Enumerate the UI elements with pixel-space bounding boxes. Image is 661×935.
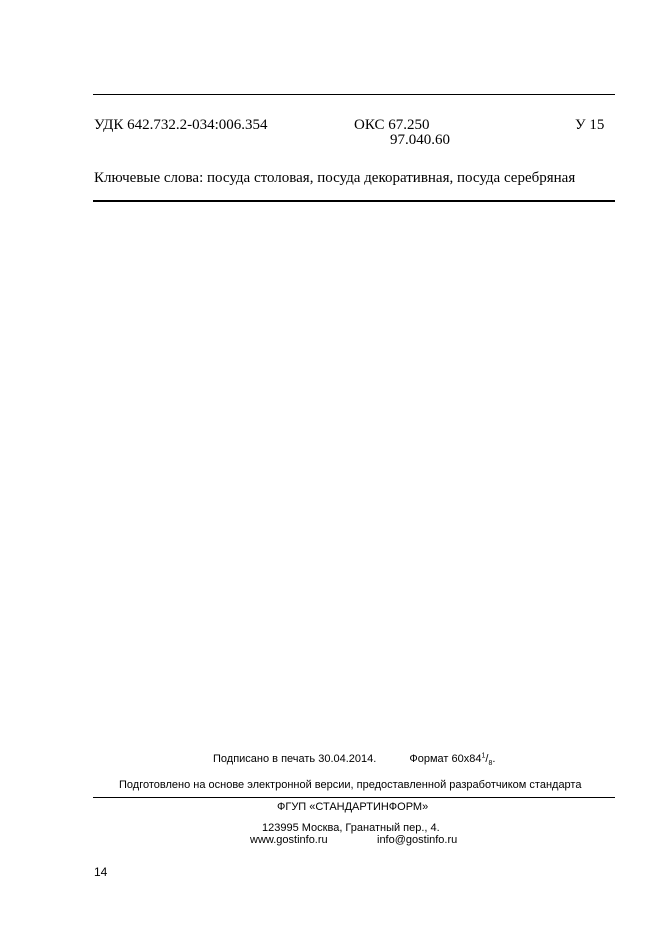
format-prefix: Формат 60x84 xyxy=(409,753,482,765)
oks-code-line1: ОКС 67.250 xyxy=(354,117,430,133)
keywords-rule xyxy=(93,200,615,202)
publisher-address: 123995 Москва, Гранатный пер., 4. xyxy=(262,822,440,834)
imprint-line-1 xyxy=(213,753,495,766)
format-denominator: 8 xyxy=(488,760,493,768)
udk-code: УДК 642.732.2-034:006.354 xyxy=(94,117,268,133)
format-info: Формат $60x84^1/_8$. xyxy=(409,752,496,768)
signed-date: Подписано в печать 30.04.2014. xyxy=(213,753,377,765)
page-number: 14 xyxy=(94,865,108,879)
publisher-website[interactable]: www.gostinfo.ru xyxy=(250,834,328,846)
prepared-note: Подготовлено на основе электронной версии, предоставленной разработчиком стандарта xyxy=(119,779,582,791)
publisher-email[interactable]: info@gostinfo.ru xyxy=(377,834,458,846)
format-suffix: . xyxy=(492,753,496,765)
oks-code-line2: 97.040.60 xyxy=(390,132,450,148)
imprint-rule xyxy=(93,797,615,798)
publisher-name: ФГУП «СТАНДАРТИНФОРМ» xyxy=(277,801,429,813)
format-numerator: 1 xyxy=(481,752,486,760)
top-rule xyxy=(93,94,615,95)
group-code: У 15 xyxy=(575,117,605,133)
keywords-line: Ключевые слова: посуда столовая, посуда декоративная, посуда серебряная xyxy=(94,170,576,186)
